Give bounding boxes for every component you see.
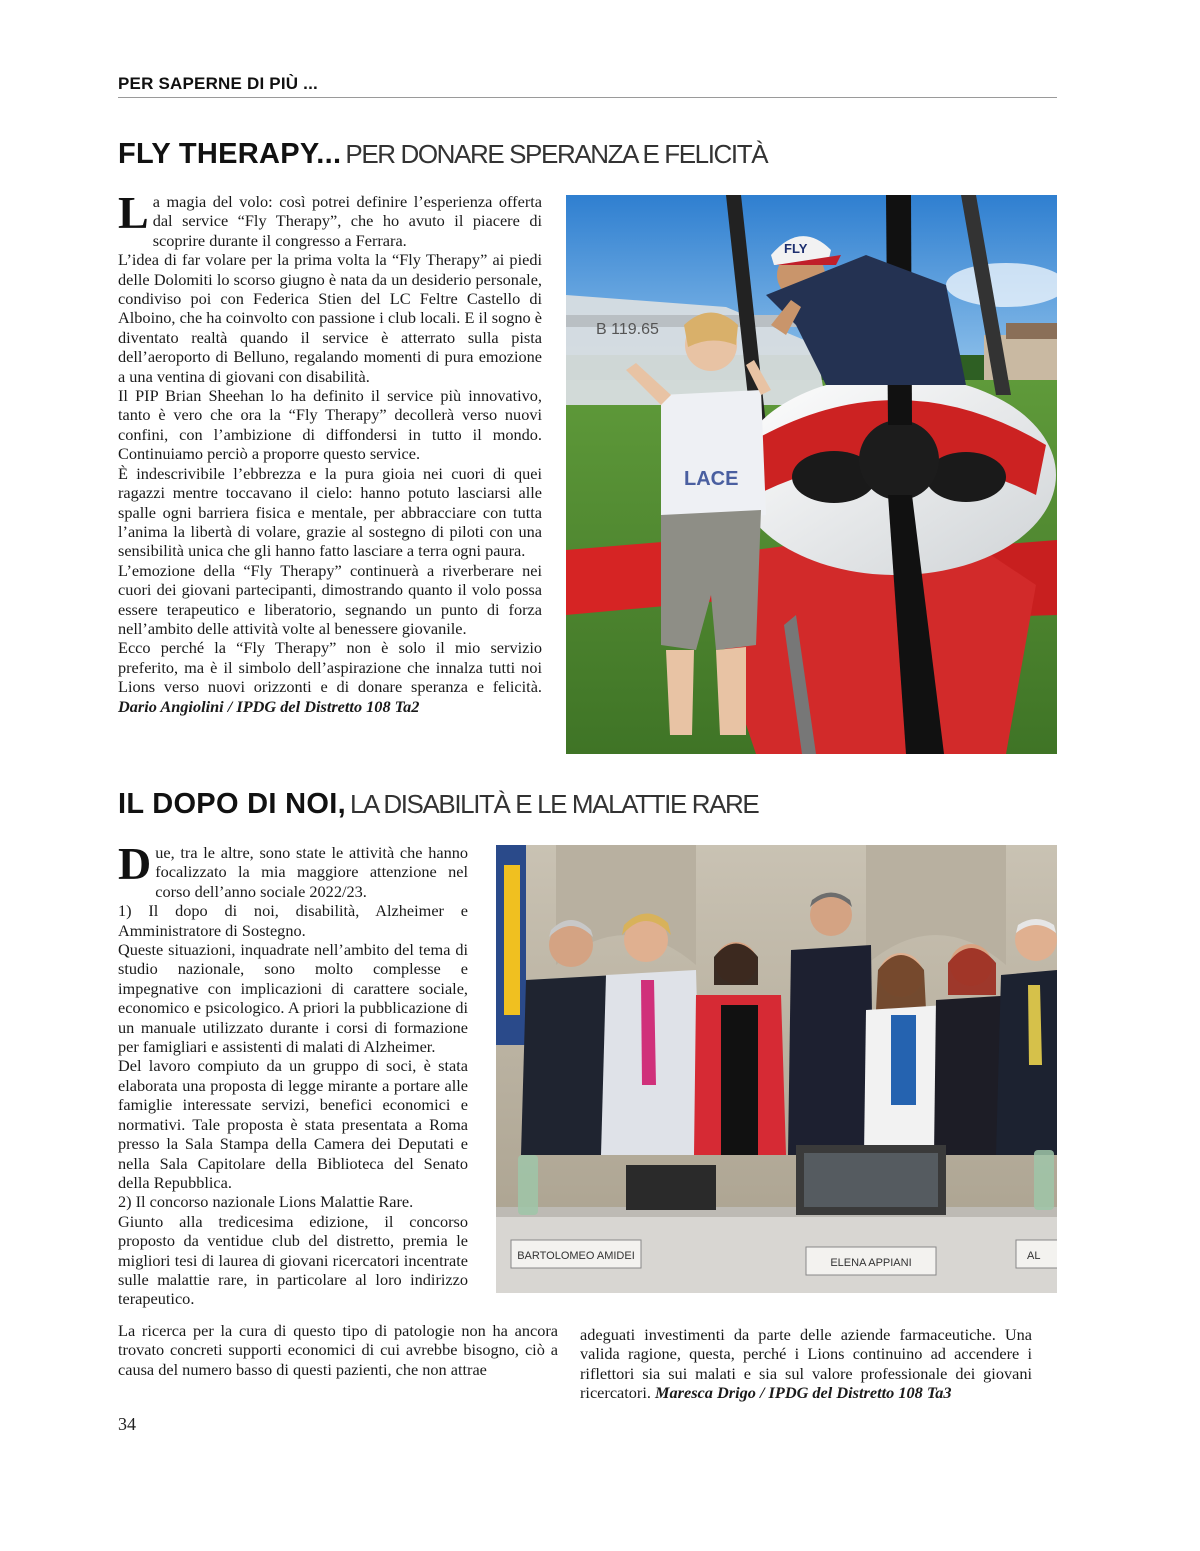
plane-registration-text: B 119.65 [596, 321, 659, 338]
article2-title-bold: IL DOPO DI NOI, [118, 788, 346, 820]
article2-paragraph [580, 1325, 1032, 1403]
article1-paragraph: È indescrivibile l’ebbrezza e la pura gioia nei cuori di quei ragazzi mentre toccavano il cielo: hanno potuto lasciarsi alle spalle ogni barriera fisica e mentale, per abbracciare con tutta l’anima la libertà di volare, grazie al sostegno di piloti con una sensibilità unica che gli hanno fatto lasciare a terra ogni paura. [118, 463, 542, 561]
article2-paragraph-text: adeguati investimenti da parte delle aziende farmaceutiche. Una valida ragione, questa, perché i Lions continuino ad accendere i riflettori sia sui malati e sia sul valore professionale dei giovani ricercatori. [580, 1325, 1032, 1403]
page-number: 34 [118, 1414, 136, 1434]
conference-group-photo [496, 845, 1057, 1293]
article2-body-column1 [118, 838, 468, 1309]
article1-dropcap: L [118, 187, 149, 238]
article1-paragraph: L’emozione della “Fly Therapy” continuerà a riverberare nei cuori dei giovani partecipanti, dimostrando quanto il volo possa essere terapeutico e liberatorio, segnando un punto di forza nell’ambito delle attività volte al benessere giovanile. [118, 560, 542, 638]
article2-title-light: LA DISABILITÀ E LE MALATTIE RARE [349, 789, 759, 819]
article1-paragraph-text: a magia del volo: così potrei definire l’esperienza offerta dal service “Fly Therapy”, che ho avuto il piacere di scoprire durante il congresso a Ferrara. [152, 192, 542, 250]
article2-paragraph: La ricerca per la cura di questo tipo di patologie non ha ancora trovato concreti supporti economici di cui avrebbe bisogno, ciò a causa del numero basso di questi pazienti, che non attrae [118, 1321, 558, 1379]
nameplate-center: ELENA APPIANI [830, 1257, 912, 1269]
article2-paragraph: Giunto alla tredicesima edizione, il concorso proposto da ventidue club del distretto, premia le migliori tesi di laurea di giovani ricercatori incentrate sulle malattie rare, in particolare al loro indirizzo terapeutico. [118, 1211, 468, 1309]
article1-paragraph: Il PIP Brian Sheehan lo ha definito il service più innovativo, tanto è vero che ora la “Fly Therapy” decollerà verso nuovi confini, con l’ambizione di diffondersi in tutto il mondo. Continuiamo perciò a proporre questo service. [118, 386, 542, 464]
cap-logo-text: FLY [784, 241, 808, 256]
article2-signature: Maresca Drigo / IPDG del Distretto 108 Ta3 [655, 1383, 952, 1403]
shirt-print-text: LACE [684, 468, 739, 490]
article1-paragraph-text: Ecco perché la “Fly Therapy” non è solo il mio servizio preferito, ma è il simbolo dell’aspirazione che innalza tutti noi Lions verso nuovi orizzonti e di donare speranza e felicità. [118, 638, 542, 697]
article2-body-column2 [580, 1325, 1032, 1403]
article2-paragraph: 2) Il concorso nazionale Lions Malattie Rare. [118, 1192, 414, 1212]
section-label: PER SAPERNE DI PIÙ ... [118, 74, 318, 93]
article2-dropcap: D [118, 838, 152, 889]
article2-paragraph-text: ue, tra le altre, sono state le attività che hanno focalizzato la mia maggiore attenzione nel corso dell’anno sociale 2022/23. [155, 843, 468, 901]
article2-paragraph: Del lavoro compiuto da un gruppo di soci, è stata elaborata una proposta di legge mirante a portare alle famiglie interessate servizi, benefici economici e normativi. Tale proposta è stata presentata a Roma presso la Sala Stampa della Camera dei Deputati e nella Sala Capitolare della Biblioteca del Senato della Repubblica. [118, 1056, 468, 1192]
article2-body-wide [118, 1321, 558, 1379]
article1-title-bold: FLY THERAPY... [118, 138, 342, 170]
article1-paragraph: L’idea di far volare per la prima volta la “Fly Therapy” ai piedi delle Dolomiti lo scorso giugno è nata da un desiderio personale, condiviso poi con Federica Stien del LC Feltre Castello di Alboino, che ha coinvolto con passione i club locali. E il sogno è diventato realtà quando il service è atterrato sulla pista dell’aeroporto di Belluno, regalando momenti di pura emozione a una ventina di giovani con disabilità. [118, 250, 542, 386]
article1-title-light: PER DONARE SPERANZA E FELICITÀ [345, 139, 768, 169]
article1-headline [118, 140, 767, 169]
article2-paragraph: 1) Il dopo di noi, disabilità, Alzheimer e Amministratore di Sostegno. [118, 901, 468, 940]
fly-therapy-photo [566, 195, 1057, 754]
article1-paragraph [118, 187, 542, 250]
nameplate-right: AL [1027, 1250, 1041, 1262]
article2-headline [118, 790, 758, 819]
article1-paragraph [118, 638, 542, 716]
nameplate-left: BARTOLOMEO AMIDEI [517, 1250, 635, 1262]
article1-body [118, 187, 542, 716]
article2-paragraph: Queste situazioni, inquadrate nell’ambito del tema di studio nazionale, sono molto complesse e impegnative con implicazioni di carattere sociale, economico e psicologico. A priori la pubblicazione di un manuale utilizzato durante i corsi di formazione per famigliari e assistenti di malati di Alzheimer. [118, 940, 468, 1057]
article2-paragraph [118, 838, 468, 901]
header-rule [118, 97, 1057, 98]
article1-signature: Dario Angiolini / IPDG del Distretto 108 Ta2 [118, 696, 420, 716]
